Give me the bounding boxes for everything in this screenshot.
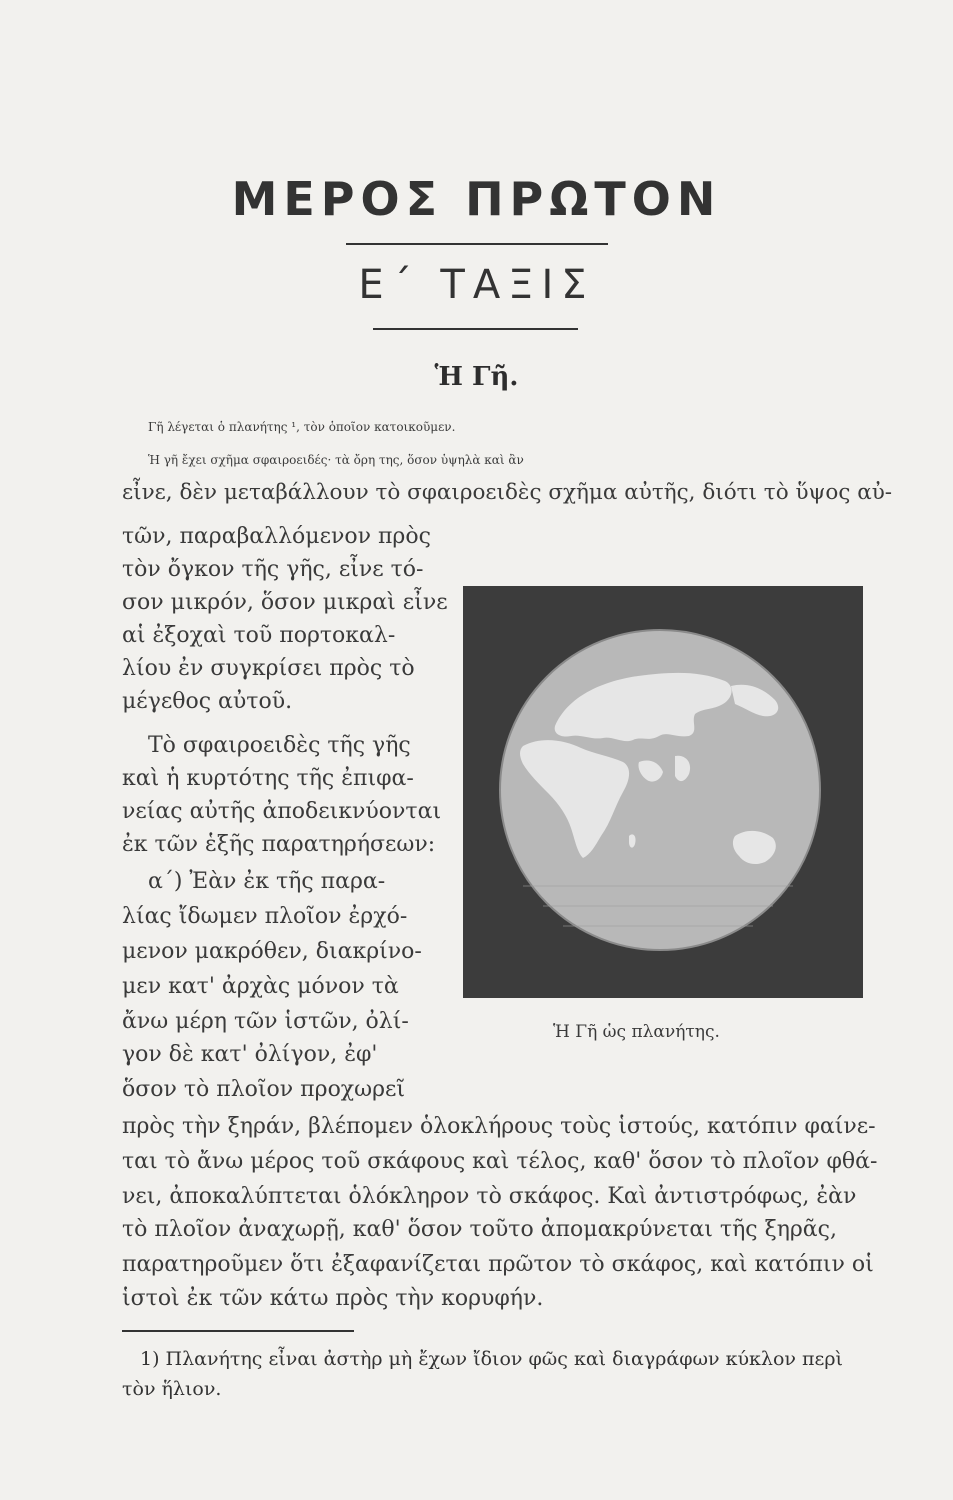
- body-line: μενον μακρόθεν, διακρίνο-: [122, 939, 422, 964]
- body-line: καὶ ἡ κυρτότης τῆς ἐπιφα-: [122, 766, 414, 791]
- globe-image: [463, 586, 863, 998]
- figure-caption: Ἡ Γῆ ὡς πλανήτης.: [553, 1022, 720, 1042]
- body-line: γον δὲ κατ' ὀλίγον, ἐφ': [122, 1042, 378, 1067]
- body-line: σον μικρόν, ὅσον μικραὶ εἶνε: [122, 590, 448, 615]
- footnote-line: τὸν ἥλιον.: [122, 1378, 222, 1400]
- body-line: ἄνω μέρη τῶν ἱστῶν, ὀλί-: [122, 1009, 409, 1034]
- body-line: λίου ἐν συγκρίσει πρὸς τὸ: [122, 656, 415, 681]
- body-line: τὸ πλοῖον ἀναχωρῇ, καθ' ὅσον τοῦτο ἀπομακρύνεται τῆς ξηρᾶς,: [122, 1217, 837, 1242]
- body-line: πρὸς τὴν ξηράν, βλέπομεν ὁλοκλήρους τοὺς ἱστούς, κατόπιν φαίνε-: [122, 1114, 876, 1139]
- earth-illustration: [463, 586, 863, 998]
- part-title: ΜΕΡΟΣ ΠΡΩΤΟΝ: [231, 172, 722, 226]
- body-line: παρατηροῦμεν ὅτι ἐξαφανίζεται πρῶτον τὸ σκάφος, καὶ κατόπιν οἱ: [122, 1252, 874, 1277]
- title-divider-upper: [346, 243, 608, 245]
- body-line: Ἡ γῆ ἔχει σχῆμα σφαιροειδές· τὰ ὄρη της, ὅσον ὑψηλὰ καὶ ἂν: [148, 453, 524, 467]
- body-line: ἐκ τῶν ἑξῆς παρατηρήσεων:: [122, 832, 436, 857]
- footnote-divider: [122, 1330, 354, 1332]
- body-line: ἱστοὶ ἐκ τῶν κάτω πρὸς τὴν κορυφήν.: [122, 1286, 544, 1311]
- body-line: νείας αὐτῆς ἀποδεικνύονται: [122, 799, 442, 824]
- body-line: νει, ἀποκαλύπτεται ὁλόκληρον τὸ σκάφος. Καὶ ἀντιστρόφως, ἐὰν: [122, 1184, 857, 1209]
- body-line: ται τὸ ἄνω μέρος τοῦ σκάφους καὶ τέλος, καθ' ὅσον τὸ πλοῖον φθά-: [122, 1149, 878, 1174]
- class-title: Ε΄ ΤΑΞΙΣ: [358, 262, 595, 308]
- body-line: εἶνε, δὲν μεταβάλλουν τὸ σφαιροειδὲς σχῆμα αὐτῆς, διότι τὸ ὕψος αὐ-: [122, 480, 893, 505]
- body-line: λίας ἴδωμεν πλοῖον ἐρχό-: [122, 904, 408, 929]
- body-line: Γῆ λέγεται ὁ πλανήτης ¹, τὸν ὁποῖον κατοικοῦμεν.: [148, 420, 456, 434]
- body-line: Τὸ σφαιροειδὲς τῆς γῆς: [148, 733, 411, 758]
- body-line: μεν κατ' ἀρχὰς μόνον τὰ: [122, 974, 399, 999]
- body-line: τὸν ὄγκον τῆς γῆς, εἶνε τό-: [122, 557, 424, 582]
- title-divider-lower: [373, 328, 578, 330]
- body-line: α΄) Ἐὰν ἐκ τῆς παρα-: [148, 869, 386, 894]
- body-line: μέγεθος αὐτοῦ.: [122, 689, 293, 714]
- section-title: Ἡ Γῆ.: [434, 362, 519, 392]
- body-line: τῶν, παραβαλλόμενον πρὸς: [122, 524, 431, 549]
- body-line: ὅσον τὸ πλοῖον προχωρεῖ: [122, 1077, 406, 1102]
- footnote-line: 1) Πλανήτης εἶναι ἀστὴρ μὴ ἔχων ἴδιον φῶς καὶ διαγράφων κύκλον περὶ: [140, 1348, 843, 1370]
- body-line: αἱ ἐξοχαὶ τοῦ πορτοκαλ-: [122, 623, 396, 648]
